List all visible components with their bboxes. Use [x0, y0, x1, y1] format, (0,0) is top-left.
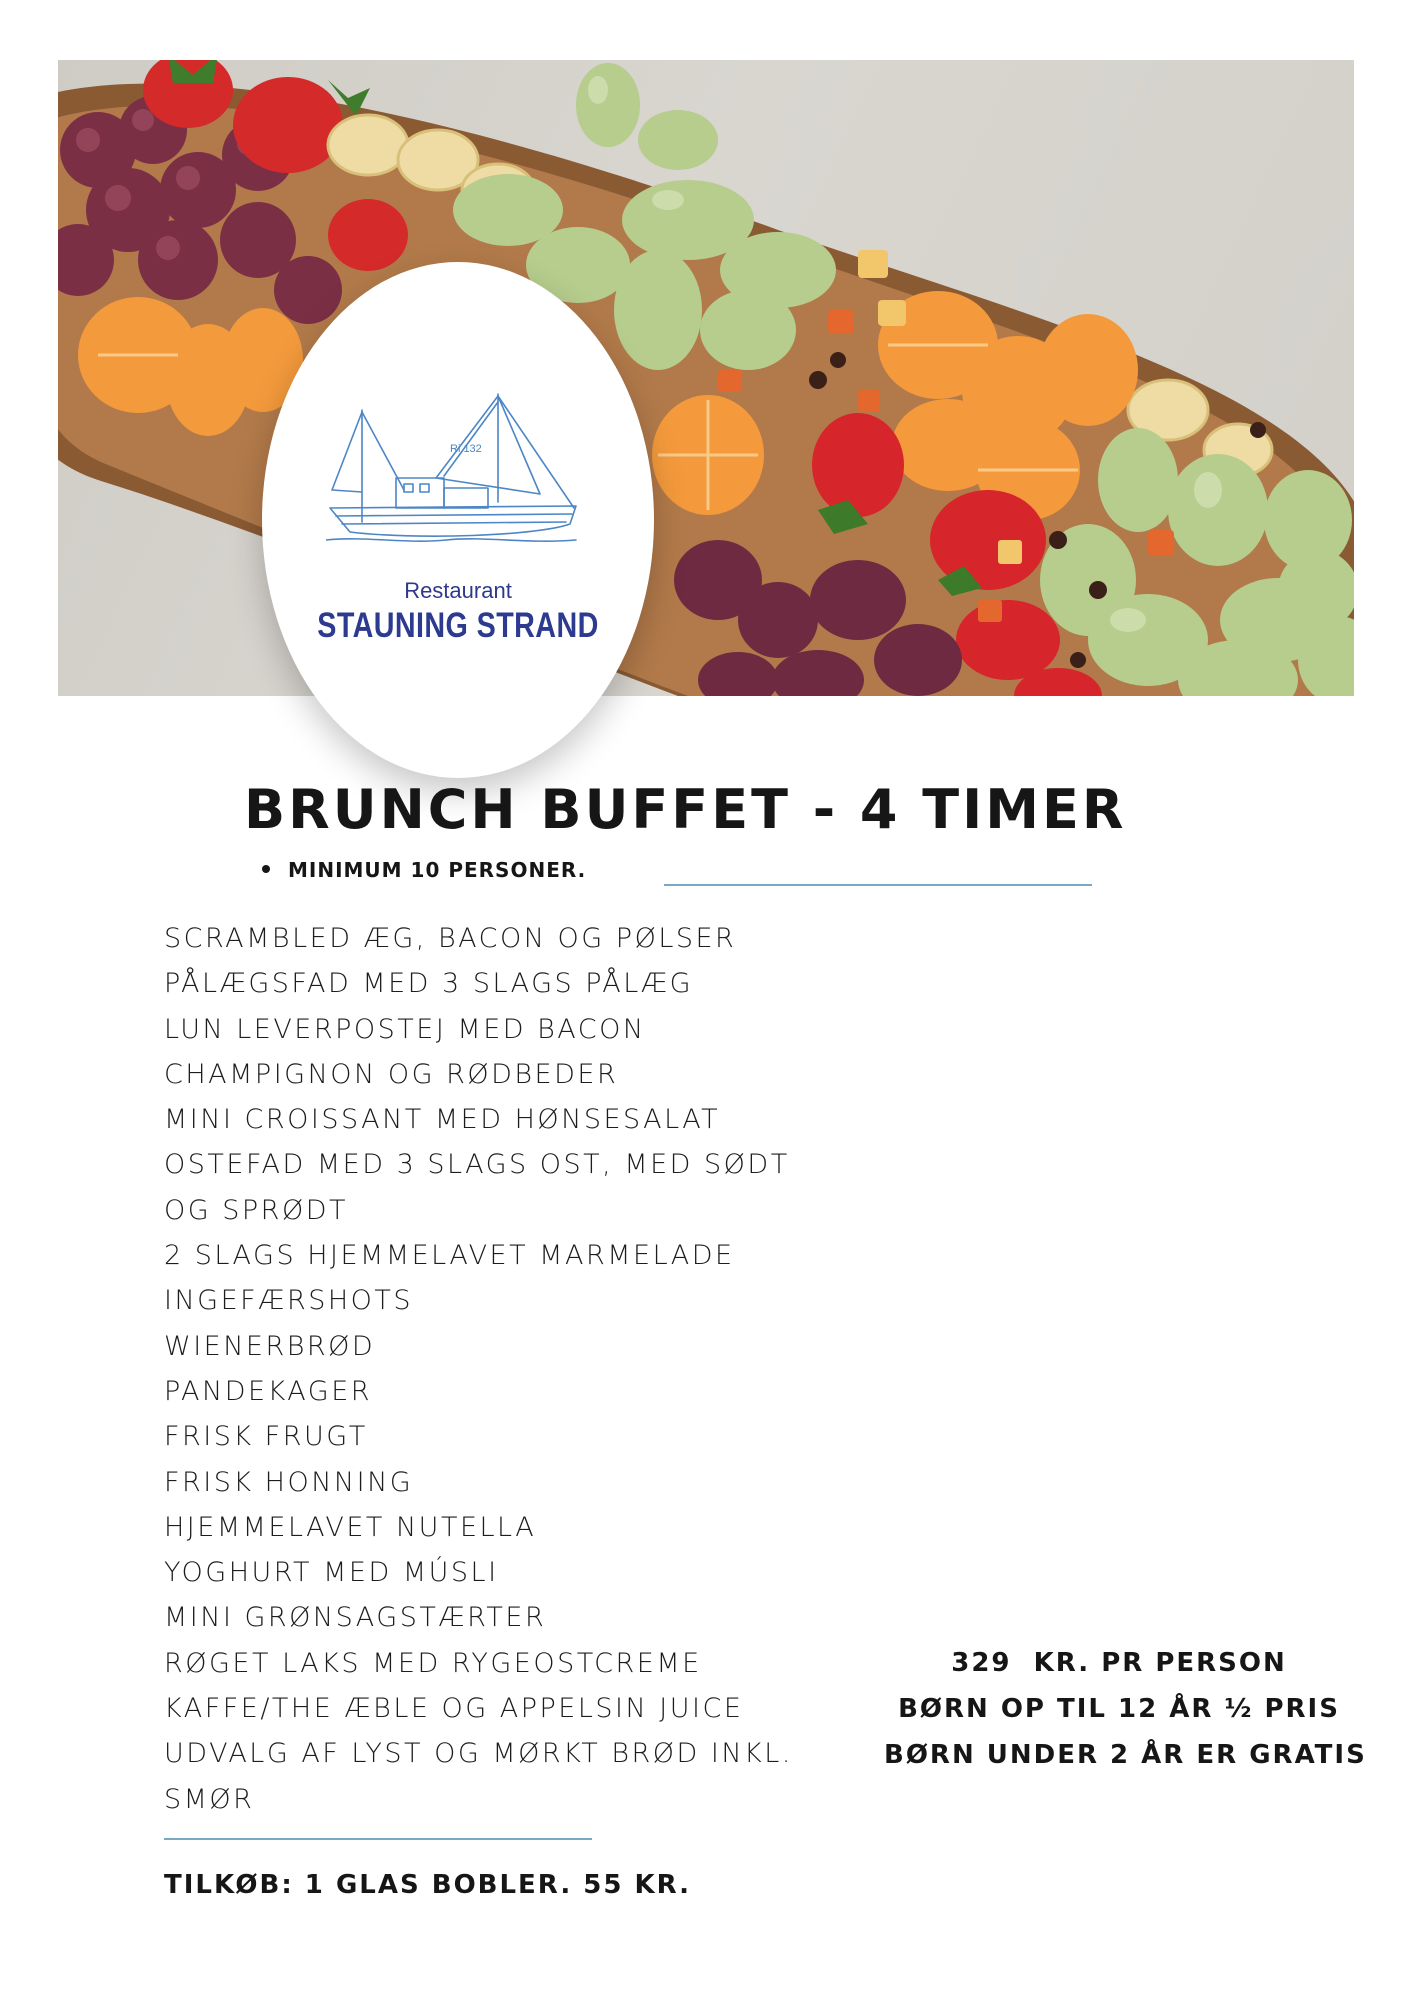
- logo-name: STAUNING STRAND: [317, 606, 599, 645]
- logo-subtitle: Restaurant: [404, 578, 512, 603]
- page-title: BRUNCH BUFFET - 4 TIMER: [244, 778, 1127, 841]
- menu-item: SMØR: [164, 1783, 255, 1815]
- price-infants: BØRN UNDER 2 ÅR ER GRATIS: [884, 1740, 1367, 1770]
- menu-item: RØGET LAKS MED RYGEOSTCREME: [164, 1647, 702, 1679]
- menu-list: [164, 916, 793, 1822]
- fruit-platter-image: [58, 60, 1354, 696]
- price-per-person: 329 KR. PR PERSON: [951, 1648, 1287, 1678]
- restaurant-logo: [262, 262, 654, 778]
- menu-item: OG SPRØDT: [164, 1194, 348, 1226]
- menu-item: HJEMMELAVET NUTELLA: [164, 1511, 537, 1543]
- price-children: BØRN OP TIL 12 ÅR ½ PRIS: [898, 1694, 1340, 1724]
- menu-item: 2 SLAGS HJEMMELAVET MARMELADE: [164, 1240, 735, 1272]
- menu-item: LUN LEVERPOSTEJ MED BACON: [164, 1013, 646, 1045]
- menu-item: KAFFE/THE ÆBLE OG APPELSIN JUICE: [164, 1693, 744, 1725]
- menu-item: PANDEKAGER: [164, 1375, 373, 1407]
- menu-item: YOGHURT MED MÚSLI: [164, 1557, 499, 1589]
- fishing-boat-icon: [326, 390, 586, 580]
- menu-item: PÅLÆGSFAD MED 3 SLAGS PÅLÆG: [164, 968, 694, 1000]
- menu-item: INGEFÆRSHOTS: [164, 1285, 414, 1317]
- menu-item: MINI CROISSANT MED HØNSESALAT: [164, 1104, 721, 1136]
- divider-top: [664, 884, 1092, 886]
- menu-item: WIENERBRØD: [164, 1330, 376, 1362]
- menu-item: FRISK FRUGT: [164, 1421, 368, 1453]
- hero-image: [58, 60, 1354, 696]
- menu-item: OSTEFAD MED 3 SLAGS OST, MED SØDT: [164, 1149, 790, 1181]
- divider-bottom: [164, 1838, 592, 1840]
- menu-item: FRISK HONNING: [164, 1466, 414, 1498]
- price-block: [884, 1640, 1367, 1778]
- menu-item: UDVALG AF LYST OG MØRKT BRØD INKL.: [164, 1738, 793, 1770]
- minimum-note: MINIMUM 10 PERSONER.: [262, 858, 586, 882]
- menu-item: CHAMPIGNON OG RØDBEDER: [164, 1058, 619, 1090]
- menu-item: MINI GRØNSAGSTÆRTER: [164, 1602, 547, 1634]
- addon-offer: TILKØB: 1 GLAS BOBLER. 55 KR.: [164, 1870, 692, 1900]
- sail-number: Ri 132: [450, 443, 482, 455]
- menu-item: SCRAMBLED ÆG, BACON OG PØLSER: [164, 923, 737, 954]
